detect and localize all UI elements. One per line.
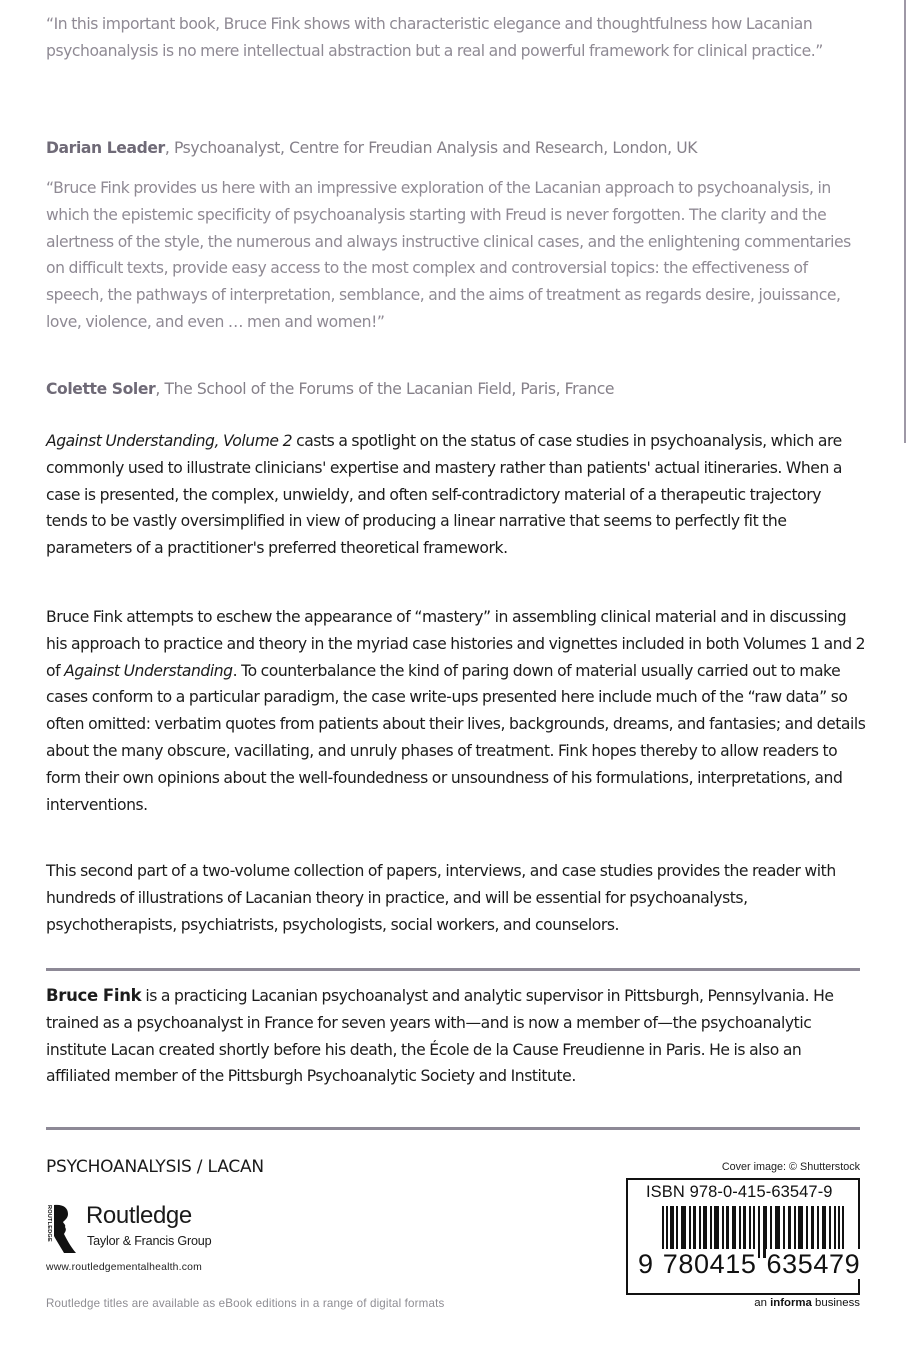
- informa-prefix: an: [754, 1297, 771, 1309]
- endorsement-attribution-1: [46, 135, 697, 162]
- isbn-barcode: [626, 1178, 860, 1295]
- informa-business-tagline: [706, 1297, 860, 1309]
- cover-image-credit: Cover image: © Shutterstock: [721, 1161, 860, 1173]
- description-text-1: casts a spotlight on the status of case studies in psychoanalysis, which are commonly used to illustrate clinicians' expertise and mastery rather than patients' actual itineraries. When a case is presented, the complex, unwieldy, and often self-contradictory material of a therapeutic trajectory tends to be vastly oversimplified in view of producing a linear narrative that seems to perfectly fit the parameters of a practitioner's preferred theoretical framework.: [46, 432, 843, 558]
- author-bio: [46, 983, 866, 1090]
- subject-category: PSYCHOANALYSIS / LACAN: [46, 1157, 264, 1177]
- endorser-name-2: Colette Soler: [46, 380, 156, 398]
- description-paragraph-1: [46, 428, 866, 562]
- informa-suffix: business: [811, 1297, 860, 1309]
- endorser-name-1: Darian Leader: [46, 139, 165, 157]
- endorser-affiliation-2: , The School of the Forums of the Lacanian Field, Paris, France: [155, 380, 615, 398]
- description-text-2b: . To counterbalance the kind of paring down of material usually carried out to make cases conform to a particular paradigm, the case write-ups presented here include much of the “raw data” so often omitted: verbatim quotes from patients about their lives, backgrounds, dreams, and fantasies; and details about the many obscure, vacillating, and unruly phases of treatment. Fink hopes thereby to allow readers to form their own opinions about the well-foundedness or unsoundness of his formulations, interpretations, and interventions.: [46, 661, 866, 814]
- publisher-name: Routledge: [86, 1202, 192, 1229]
- endorsement-attribution-2: [46, 376, 614, 403]
- ean-right-group: 635479: [766, 1249, 861, 1279]
- ean-number: [638, 1249, 861, 1280]
- divider-bottom: [46, 1127, 860, 1130]
- endorsement-quote-2: “Bruce Fink provides us here with an impressive exploration of the Lacanian approach to psychoanalysis, in which the epistemic specificity of psychoanalysis starting with Freud is never forgotten. The clarity and the alertness of the style, the numerous and always instructive clinical cases, and the enlightening commentaries on difficult texts, provide easy access to the most complex and controversial topics: the effectiveness of speech, the pathways of interpretation, semblance, and the aims of treatment as regards desire, jouissance, love, violence, and even … men and women!”: [46, 179, 851, 331]
- description-text-2a: Bruce Fink attempts to eschew the appearance of “mastery” in assembling clinical material and in discussing his approach to practice and theory in the myriad case histories and vignettes included in both Volumes 1 and 2 of: [46, 608, 866, 680]
- ebook-note: Routledge titles are available as eBook editions in a range of digital formats: [46, 1297, 445, 1310]
- book-title-ref: Against Understanding: [64, 661, 233, 680]
- publisher-logo: [44, 1204, 244, 1256]
- page-edge-line: [904, 0, 906, 443]
- endorser-affiliation-1: , Psychoanalyst, Centre for Freudian Analysis and Research, London, UK: [164, 139, 698, 157]
- ean-first-digit: 9: [638, 1249, 654, 1279]
- divider-top: [46, 968, 860, 971]
- author-bio-text: is a practicing Lacanian psychoanalyst and analytic supervisor in Pittsburgh, Pennsylvania. He trained as a psychoanalyst in France for seven years with—and is now a member of—the psychoanalytic institute Lacan created shortly before his death, the École de la Cause Freudienne in Paris. He is also an affiliated member of the Pittsburgh Psychoanalytic Society and Institute.: [46, 987, 834, 1086]
- description-paragraph-2: [46, 604, 866, 818]
- ean-left-group: 780415: [662, 1249, 757, 1279]
- description-paragraph-3: This second part of a two-volume collection of papers, interviews, and case studies provides the reader with hundreds of illustrations of Lacanian theory in practice, and will be essential for psychoanalysts, psychotherapists, psychiatrists, psychologists, social workers, and counselors.: [46, 862, 836, 934]
- book-title: Against Understanding, Volume 2: [46, 432, 293, 450]
- publisher-group: Taylor & Francis Group: [87, 1234, 212, 1248]
- svg-text:ROUTLEDGE: ROUTLEDGE: [46, 1205, 52, 1242]
- publisher-website-link[interactable]: www.routledgementalhealth.com: [46, 1262, 202, 1273]
- author-name: Bruce Fink: [46, 986, 142, 1005]
- isbn-label: ISBN 978-0-415-63547-9: [646, 1183, 833, 1201]
- informa-brand: informa: [770, 1297, 812, 1309]
- endorsement-quote-1: “In this important book, Bruce Fink shows with characteristic elegance and thoughtfulness how Lacanian psychoanalysis is no mere intellectual abstraction but a real and powerful framework for clinical practice.”: [46, 15, 823, 60]
- routledge-r-icon: [44, 1204, 76, 1254]
